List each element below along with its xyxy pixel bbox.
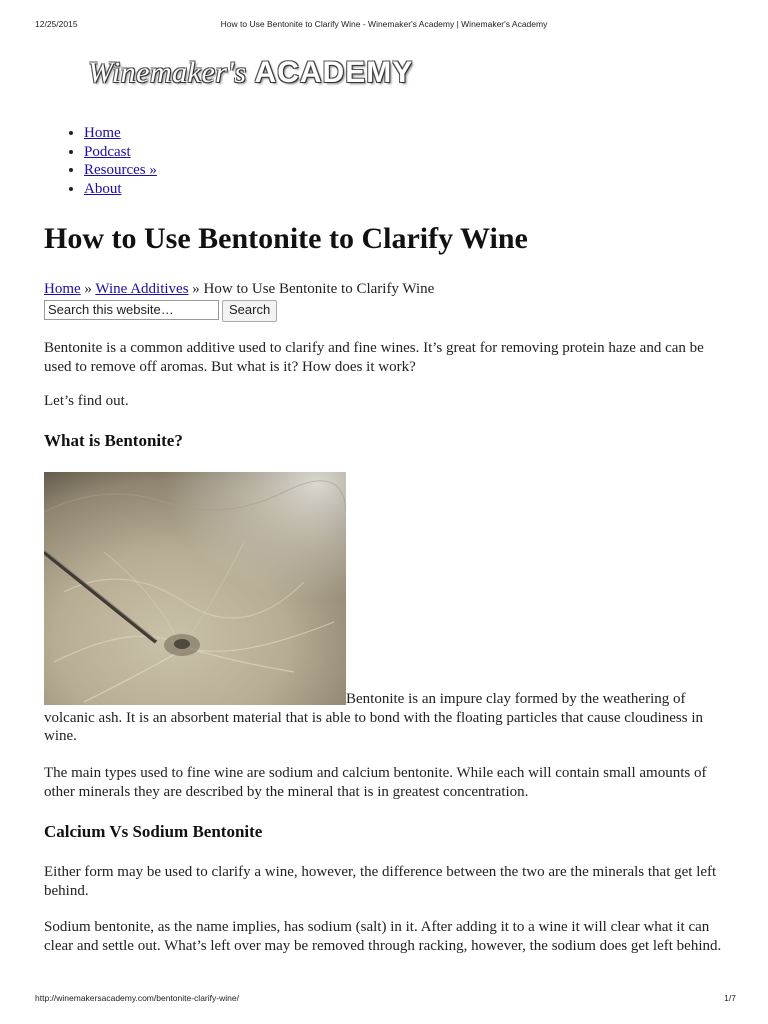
intro-paragraph: Bentonite is a common additive used to clarify and fine wines. It’s great for removing protein haze and can be used to remove off aromas. But what is it? How does it work? <box>44 340 704 375</box>
article-intro <box>44 339 724 376</box>
main-nav <box>44 124 157 199</box>
breadcrumb-category-link[interactable]: Wine Additives <box>95 281 189 297</box>
nav-link-podcast[interactable]: Podcast <box>84 143 131 160</box>
article-after-image <box>44 690 724 746</box>
print-header <box>0 19 768 31</box>
search-input[interactable]: Search this website… <box>44 300 219 320</box>
bentonite-photo-image <box>44 472 346 705</box>
article-intro-2 <box>44 392 724 411</box>
page-title: How to Use Bentonite to Clarify Wine <box>44 222 528 255</box>
article-sodium <box>44 918 724 955</box>
print-url: http://winemakersacademy.com/bentonite-clarify-wine/ <box>35 993 239 1003</box>
nav-link-home[interactable]: Home <box>84 125 121 141</box>
nav-item-podcast <box>84 143 157 162</box>
article-either <box>44 863 724 900</box>
heading-calcium-vs-sodium: Calcium Vs Sodium Bentonite <box>44 822 263 841</box>
breadcrumb-separator: » <box>80 281 96 297</box>
breadcrumb-separator: » <box>188 281 204 297</box>
bentonite-definition-paragraph: Bentonite is an impure clay formed by the weathering of volcanic ash. It is an absorbent material that is able to bond with the floating particles that cause cloudiness in wine. <box>44 691 703 745</box>
intro-paragraph-2: Let’s find out. <box>44 393 129 409</box>
breadcrumb <box>44 281 434 298</box>
sodium-paragraph: Sodium bentonite, as the name implies, has sodium (salt) in it. After adding it to a wine it will clear what it can clear and settle out. What’s left over may be removed through racking, however, the sodium does get left behind. <box>44 919 722 954</box>
bentonite-photo <box>44 472 346 705</box>
nav-item-about <box>84 180 157 199</box>
article-types <box>44 764 724 801</box>
print-footer <box>0 993 768 1005</box>
breadcrumb-home-link[interactable]: Home <box>44 281 81 297</box>
nav-link-resources[interactable]: Resources » <box>84 162 157 179</box>
breadcrumb-current: How to Use Bentonite to Clarify Wine <box>203 281 435 297</box>
heading-what-is-bentonite: What is Bentonite? <box>44 431 183 450</box>
nav-item-resources <box>84 161 157 180</box>
logo-script-text: Winemaker's <box>88 56 255 89</box>
print-date: 12/25/2015 <box>35 19 78 29</box>
nav-link-about[interactable]: About <box>84 181 122 198</box>
logo-caps-text: ACADEMY <box>254 56 414 89</box>
site-logo[interactable] <box>88 56 413 90</box>
nav-item-home <box>84 124 157 143</box>
search-button[interactable]: Search <box>222 300 277 322</box>
print-page-number: 1/7 <box>724 993 736 1003</box>
types-paragraph: The main types used to fine wine are sodium and calcium bentonite. While each will contain small amounts of other minerals they are described by the mineral that is in greatest concentration. <box>44 765 707 800</box>
either-paragraph: Either form may be used to clarify a wine, however, the difference between the two are the minerals that get left behind. <box>44 864 717 899</box>
print-title: How to Use Bentonite to Clarify Wine - Winemaker's Academy | Winemaker's Academy <box>220 19 548 29</box>
